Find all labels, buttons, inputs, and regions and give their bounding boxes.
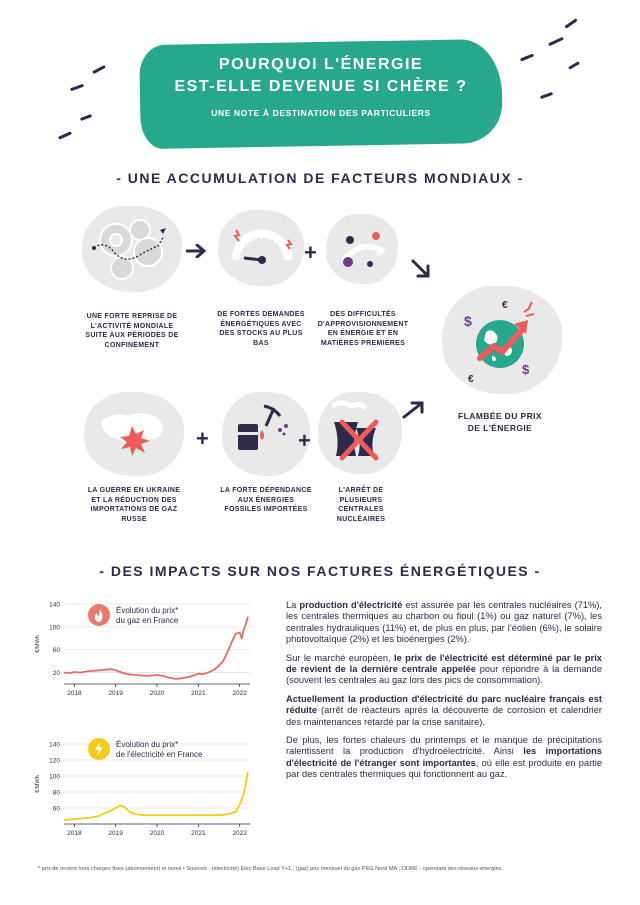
decor-dash	[520, 53, 534, 61]
chart-gas-title-line1: Évolution du prix*	[116, 606, 179, 615]
chart-elec-title-line2: de l'électricité en France	[116, 750, 203, 759]
series-line	[64, 772, 248, 820]
chart-gas-title-line2: du gaz en France	[116, 616, 179, 625]
paragraph-production	[286, 600, 602, 646]
page-title-line1: POURQUOI L'ÉNERGIE	[218, 56, 424, 73]
text-run: est assurée par les centrales nucléaires (71%), les centrales thermiques au charbon ou fioul (1%) ou gaz naturel (7%), les centrales hydrauliques (11%) et, de plus en plus, par l'éolien (6%), le solaire photovoltaïque (2%) et les bioénergies (2%).	[286, 600, 602, 645]
bold-text-run: production d'électricité	[299, 600, 403, 610]
arrow-up-right-icon	[402, 400, 426, 420]
y-tick-label: 100	[49, 773, 60, 781]
bold-text-run: Actuellement la production d'électricité du parc nucléaire français est réduite	[286, 693, 602, 716]
paragraph-nucleaire	[286, 694, 602, 728]
chart-elec-title-line1: Évolution du prix*	[116, 740, 179, 749]
svg-text:€: €	[502, 300, 508, 311]
caption-dependance: LA FORTE DÉPENDANCE AUX ÉNERGIES FOSSILES IMPORTÉES	[220, 487, 312, 513]
text-run: pour répondre à la demande (souvent les centrales au gaz lors des pics de consommation).	[286, 664, 603, 686]
gauge-icon	[218, 210, 304, 286]
nuclear-plant-crossed-icon	[318, 392, 402, 474]
decor-dash	[70, 84, 84, 92]
paragraph-marche	[286, 653, 602, 687]
caption-appro: DES DIFFICULTÉS D'APPROVISIONNEMENT EN ÉNERGIE ET EN MATIÈRES PREMIÈRES	[317, 311, 409, 347]
explosion-map-icon	[84, 392, 184, 476]
x-tick-label: 2021	[191, 690, 206, 697]
x-tick-label: 2018	[67, 830, 82, 837]
decor-dash	[92, 65, 106, 74]
explanation-text	[286, 600, 602, 788]
section-title-facteurs: - UNE ACCUMULATION DE FACTEURS MONDIAUX -	[116, 170, 524, 186]
lightning-icon	[88, 738, 110, 760]
decor-dash	[80, 114, 92, 121]
y-tick-label: 140	[49, 741, 60, 749]
y-tick-label: 120	[49, 757, 60, 765]
text-run: Sur le marché européen,	[286, 652, 395, 663]
plus-icon: +	[196, 426, 209, 451]
caption-demandes: DE FORTES DEMANDES ÉNERGÉTIQUES AVEC DES STOCKS AU PLUS BAS	[217, 311, 305, 347]
section-title-impacts: - DES IMPACTS SUR NOS FACTURES ÉNERGÉTIQUES -	[99, 563, 541, 579]
gears-icon	[82, 206, 182, 292]
caption-arret: L'ARRÊT DE PLUSIEURS CENTRALES NUCLÉAIRES	[336, 487, 386, 523]
decor-dash	[58, 131, 72, 139]
svg-text:$: $	[464, 313, 472, 329]
svg-text:$: $	[522, 362, 530, 377]
globe-price-up-icon	[442, 286, 562, 394]
flame-icon	[88, 604, 110, 626]
y-tick-label: 20	[52, 670, 60, 678]
y-axis-unit: €/MWh	[35, 635, 41, 653]
bold-text-run: le prix de l'électricité est déterminé par le prix de revient de la dernière centrale appelée	[286, 652, 602, 675]
page-title-line2: EST-ELLE DEVENUE SI CHÈRE ?	[174, 78, 468, 95]
plus-icon: +	[298, 428, 311, 453]
bold-text-run: les importations d'électricité de l'étranger sont importantes	[286, 746, 602, 768]
y-tick-label: 80	[52, 789, 60, 797]
svg-text:€: €	[468, 374, 474, 385]
y-axis-unit: €/MWh	[35, 775, 41, 793]
plus-icon: +	[304, 240, 317, 265]
arrow-down-right-icon	[410, 258, 432, 280]
barrel-pickaxe-icon	[222, 392, 310, 476]
x-tick-label: 2020	[149, 830, 165, 837]
text-run: , où elle est produite en partie par des centrales thermiques qui fonctionnent au gaz.	[286, 757, 602, 780]
x-tick-label: 2019	[108, 830, 123, 837]
result-line2: DE L'ÉNERGIE	[467, 423, 533, 433]
decor-dash	[564, 18, 577, 28]
x-tick-label: 2022	[232, 690, 247, 697]
text-run: La	[286, 600, 300, 610]
decor-dash	[568, 61, 580, 70]
decor-dash	[548, 37, 564, 46]
x-tick-label: 2018	[67, 690, 82, 697]
x-tick-label: 2019	[108, 690, 123, 697]
x-tick-label: 2022	[232, 830, 247, 837]
page-subtitle: UNE NOTE À DESTINATION DES PARTICULIERS	[211, 108, 431, 118]
arrow-right-icon	[186, 244, 208, 258]
text-run: De plus, les fortes chaleurs du printemps et le manque de précipitations ralentissent la production d'hydroélectricité. Ainsi	[286, 735, 602, 757]
y-tick-label: 100	[49, 624, 60, 632]
paragraph-importations	[286, 735, 602, 781]
y-tick-label: 60	[52, 805, 60, 813]
result-line1: FLAMBÉE DU PRIX	[458, 411, 542, 421]
text-run: (arrêt de réacteurs après la découverte de corrosion et calendrier des maintenances retardé par la crise sanitaire).	[286, 705, 602, 727]
caption-reprise: UNE FORTE REPRISE DE L'ACTIVITÉ MONDIALE SUITE AUX PÉRIODES DE CONFINEMENT	[85, 313, 179, 349]
footnote: * prix de revient hors charges fixes (abonnement) et taxes • Sources : (électricité) Elec Base Load Y+1 ; (gaz) prix mensuel du gaz PEG Nord MA ; ODRÉ - opendata des réseaux-énergies.	[38, 866, 503, 872]
caption-guerre: LA GUERRE EN UKRAINE ET LA RÉDUCTION DES IMPORTATIONS DE GAZ RUSSE	[87, 487, 181, 523]
x-tick-label: 2020	[149, 690, 165, 697]
decor-dash	[540, 92, 553, 99]
supply-virus-icon	[326, 214, 398, 284]
y-tick-label: 140	[49, 601, 60, 609]
x-tick-label: 2021	[191, 830, 206, 837]
y-tick-label: 60	[52, 647, 60, 655]
